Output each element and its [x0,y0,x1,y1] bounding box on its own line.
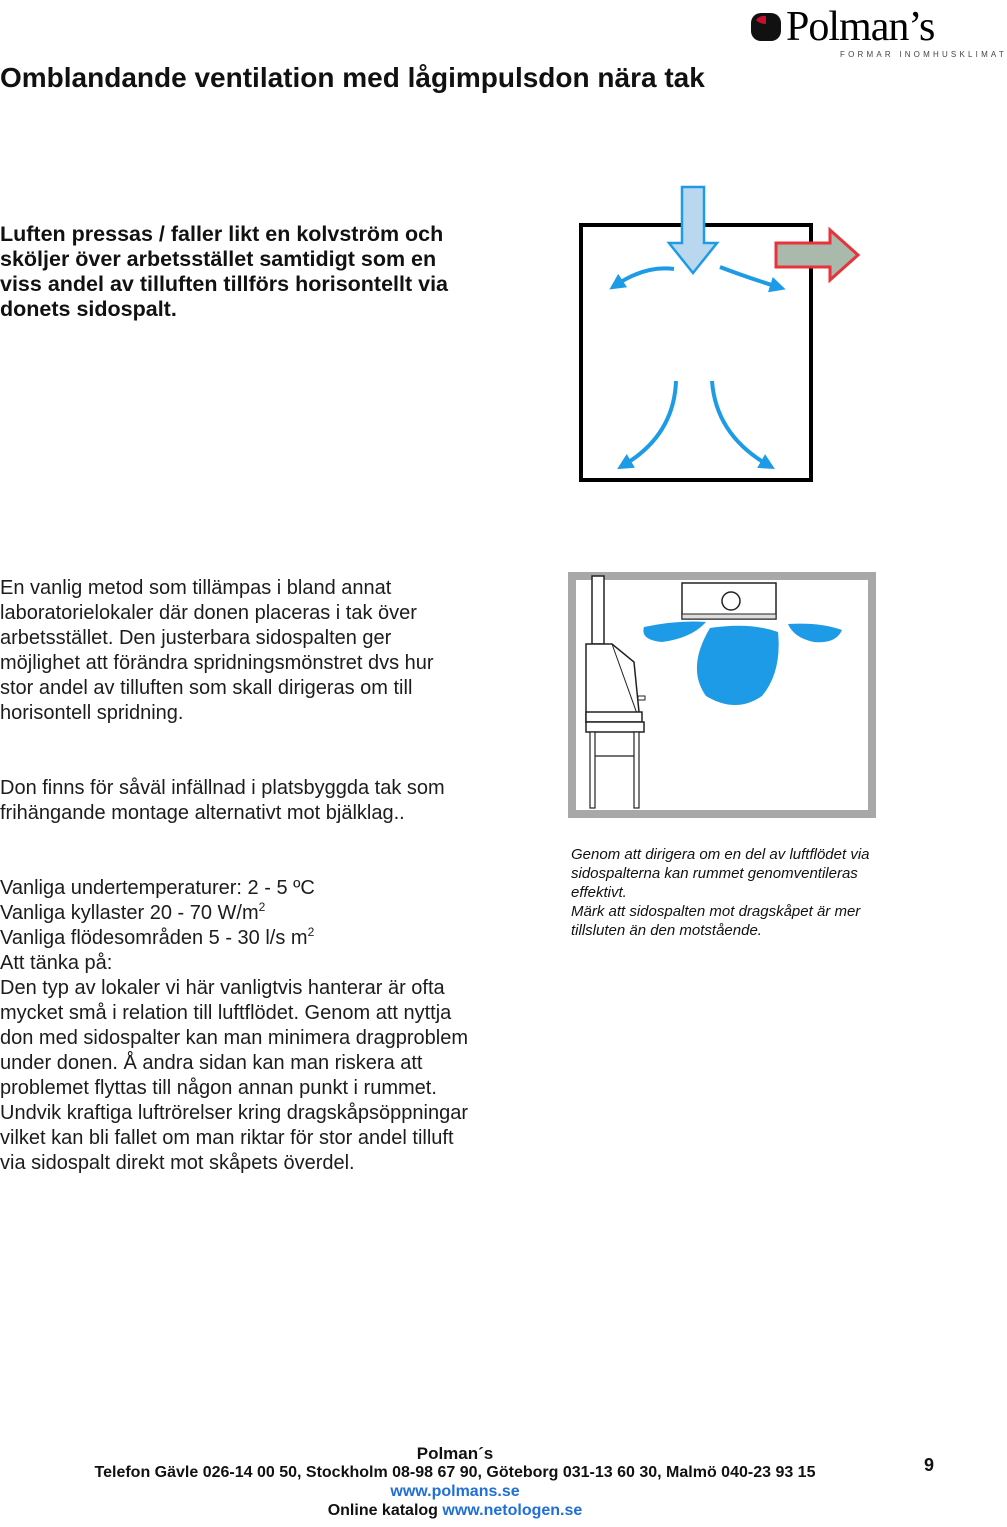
footer [0,1444,910,1520]
down-flow-right-icon [712,381,768,465]
down-flow-left-icon [624,381,676,465]
mixing-ventilation-diagram [570,185,870,485]
laboratory-diagram [568,572,876,818]
consider-text: Den typ av lokaler vi här vanligtvis hanterar är ofta mycket små i relation till luftflödet. Genom att nyttja don med sidospalter kan man minimera dragproblem under donen. Å andra sidan kan man riskera att problemet flyttas till någon annan punkt i rummet. Undvik kraftiga luftrörelser kring dragskåpsöppningar vilket kan bli fallet om man riktar för stor andel tilluft via sidospalt direkt mot skåpets överdel. [0,977,469,1174]
consider-heading: Att tänka på: [0,952,113,974]
spec-cooling-load: Vanliga kyllaster 20 - 70 $W/m^2$ [0,900,266,924]
page-title: Omblandande ventilation med lågimpulsdon nära tak [0,62,705,93]
footer-website-link[interactable]: www.polmans.se [390,1483,520,1500]
footer-catalog: Online katalog www.netologen.se [327,1502,583,1519]
side-air-jet-left-icon [643,622,706,642]
spec-temperature: Vanliga undertemperaturer: 2 - 5 ºC [0,877,315,899]
fume-hood-icon [586,644,640,722]
logo-tagline: FORMAR INOMHUSKLIMAT [840,50,1007,59]
specs-list [0,876,470,1176]
page-number: 9 [924,1455,935,1475]
footer-phones: Telefon Gävle 026-14 00 50, Stockholm 08-98 67 90, Göteborg 031-13 60 30, Malmö 040-23 93 15 [94,1464,816,1481]
exhaust-air-arrow-icon [776,230,858,280]
diagram-caption: Genom att dirigera om en del av luftflödet via sidospalterna kan rummet genomventileras effektivt. Märk att sidospalten mot dragskåpet är mer tillsluten än den motstående. [571,846,870,939]
intro-paragraph: Luften pressas / faller likt en kolvström och sköljer över arbetsstället samtidigt som en viss andel av tilluften tillförs horisontellt via donets sidospalt. [0,222,449,321]
mounting-paragraph: Don finns för såväl infällnad i platsbyggda tak som frihängande montage alternativt mot bjälklag.. [0,777,445,824]
spec-flow-range: Vanliga flödesområden 5 - 30 l/s $m^2$ [0,925,315,949]
downward-air-jet-icon [697,626,779,705]
side-flow-left-icon [616,268,674,285]
exhaust-duct-icon [592,576,604,644]
method-paragraph: En vanlig metod som tillämpas i bland annat laboratorielokaler där donen placeras i tak över arbetsstället. Den justerbara sidospalten ger möjlighet att förändra spridningsmönstret dvs hur stor andel av tilluften som skall dirigeras om till horisontell spridning. [0,577,434,724]
side-flow-right-icon [720,267,778,287]
side-air-jet-right-icon [788,624,842,643]
polmans-logo [750,4,1007,60]
footer-catalog-link[interactable]: www.netologen.se [442,1502,583,1519]
logo-mark-icon [750,12,782,42]
footer-company: Polman´s [416,1444,494,1463]
supply-air-arrow-icon [669,187,717,273]
logo-name: Polman’s [786,4,935,50]
